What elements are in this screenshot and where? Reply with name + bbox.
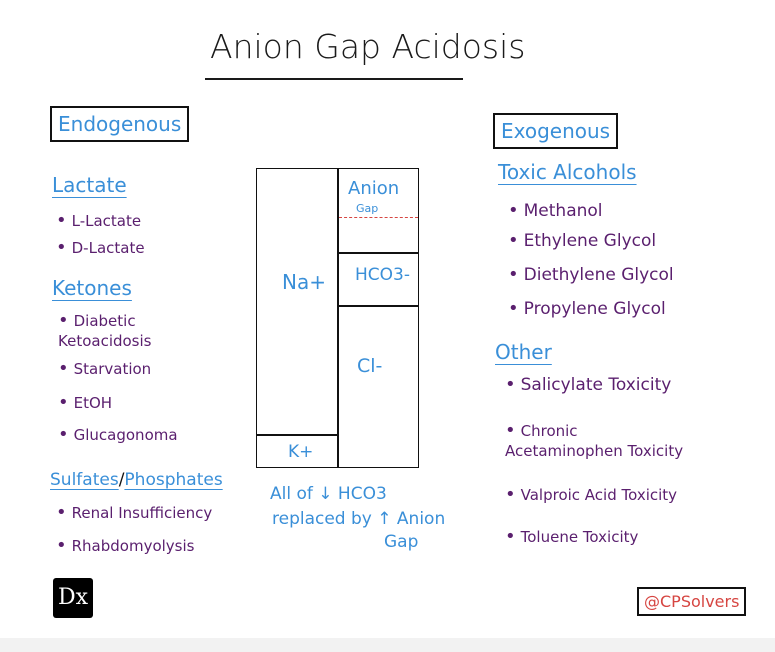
list-item: • Starvation xyxy=(58,358,152,379)
other-heading: Other xyxy=(495,340,552,364)
list-item: • Rhabdomyolysis xyxy=(56,535,195,556)
endogenous-heading: Endogenous xyxy=(50,106,189,142)
anion-gap-dashed-line xyxy=(339,217,418,218)
ketones-heading: Ketones xyxy=(52,276,132,300)
caption-line-1: All of ↓ HCO3 xyxy=(270,484,387,504)
gap-label: Gap xyxy=(356,202,379,215)
footer-band xyxy=(0,638,775,652)
page-title: Anion Gap Acidosis xyxy=(210,27,526,66)
list-item: • Propylene Glycol xyxy=(508,298,666,319)
list-item: • EtOH xyxy=(58,392,113,413)
toxic-alcohols-heading: Toxic Alcohols xyxy=(498,160,637,184)
bicarbonate-label: HCO3- xyxy=(355,265,410,285)
caption-line-2: replaced by ↑ Anion xyxy=(272,509,446,529)
sodium-column xyxy=(256,168,339,436)
list-item: • Glucagonoma xyxy=(58,424,178,445)
slash-divider: / xyxy=(118,470,125,490)
list-item: • Ethylene Glycol xyxy=(508,230,657,251)
exogenous-heading: Exogenous xyxy=(493,113,618,149)
cpsolvers-handle: @CPSolvers xyxy=(637,587,746,616)
list-item: • Renal Insufficiency xyxy=(56,502,213,523)
list-item: • Diabetic Ketoacidosis xyxy=(58,310,152,350)
list-item: • Chronic Acetaminophen Toxicity xyxy=(505,420,684,460)
phosphates-label: Phosphates xyxy=(124,470,223,490)
sodium-label: Na+ xyxy=(282,270,326,294)
anion-label: Anion xyxy=(348,178,400,199)
list-item: • Diethylene Glycol xyxy=(508,264,674,285)
list-item: • Salicylate Toxicity xyxy=(505,374,672,395)
lactate-heading: Lactate xyxy=(52,173,127,197)
chloride-label: Cl- xyxy=(357,355,383,377)
list-item: • D-Lactate xyxy=(56,237,145,258)
list-item: • L-Lactate xyxy=(56,210,142,231)
dx-logo: Dx xyxy=(53,578,93,618)
title-underline xyxy=(205,78,463,80)
sulfates-phosphates-heading xyxy=(50,470,223,490)
chloride-cell xyxy=(337,305,419,468)
sulfates-label: Sulfates xyxy=(50,470,119,490)
potassium-label: K+ xyxy=(288,442,314,462)
list-item: • Toluene Toxicity xyxy=(505,526,639,547)
list-item: • Methanol xyxy=(508,200,603,221)
caption-line-3: Gap xyxy=(384,532,419,552)
list-item: • Valproic Acid Toxicity xyxy=(505,484,678,505)
